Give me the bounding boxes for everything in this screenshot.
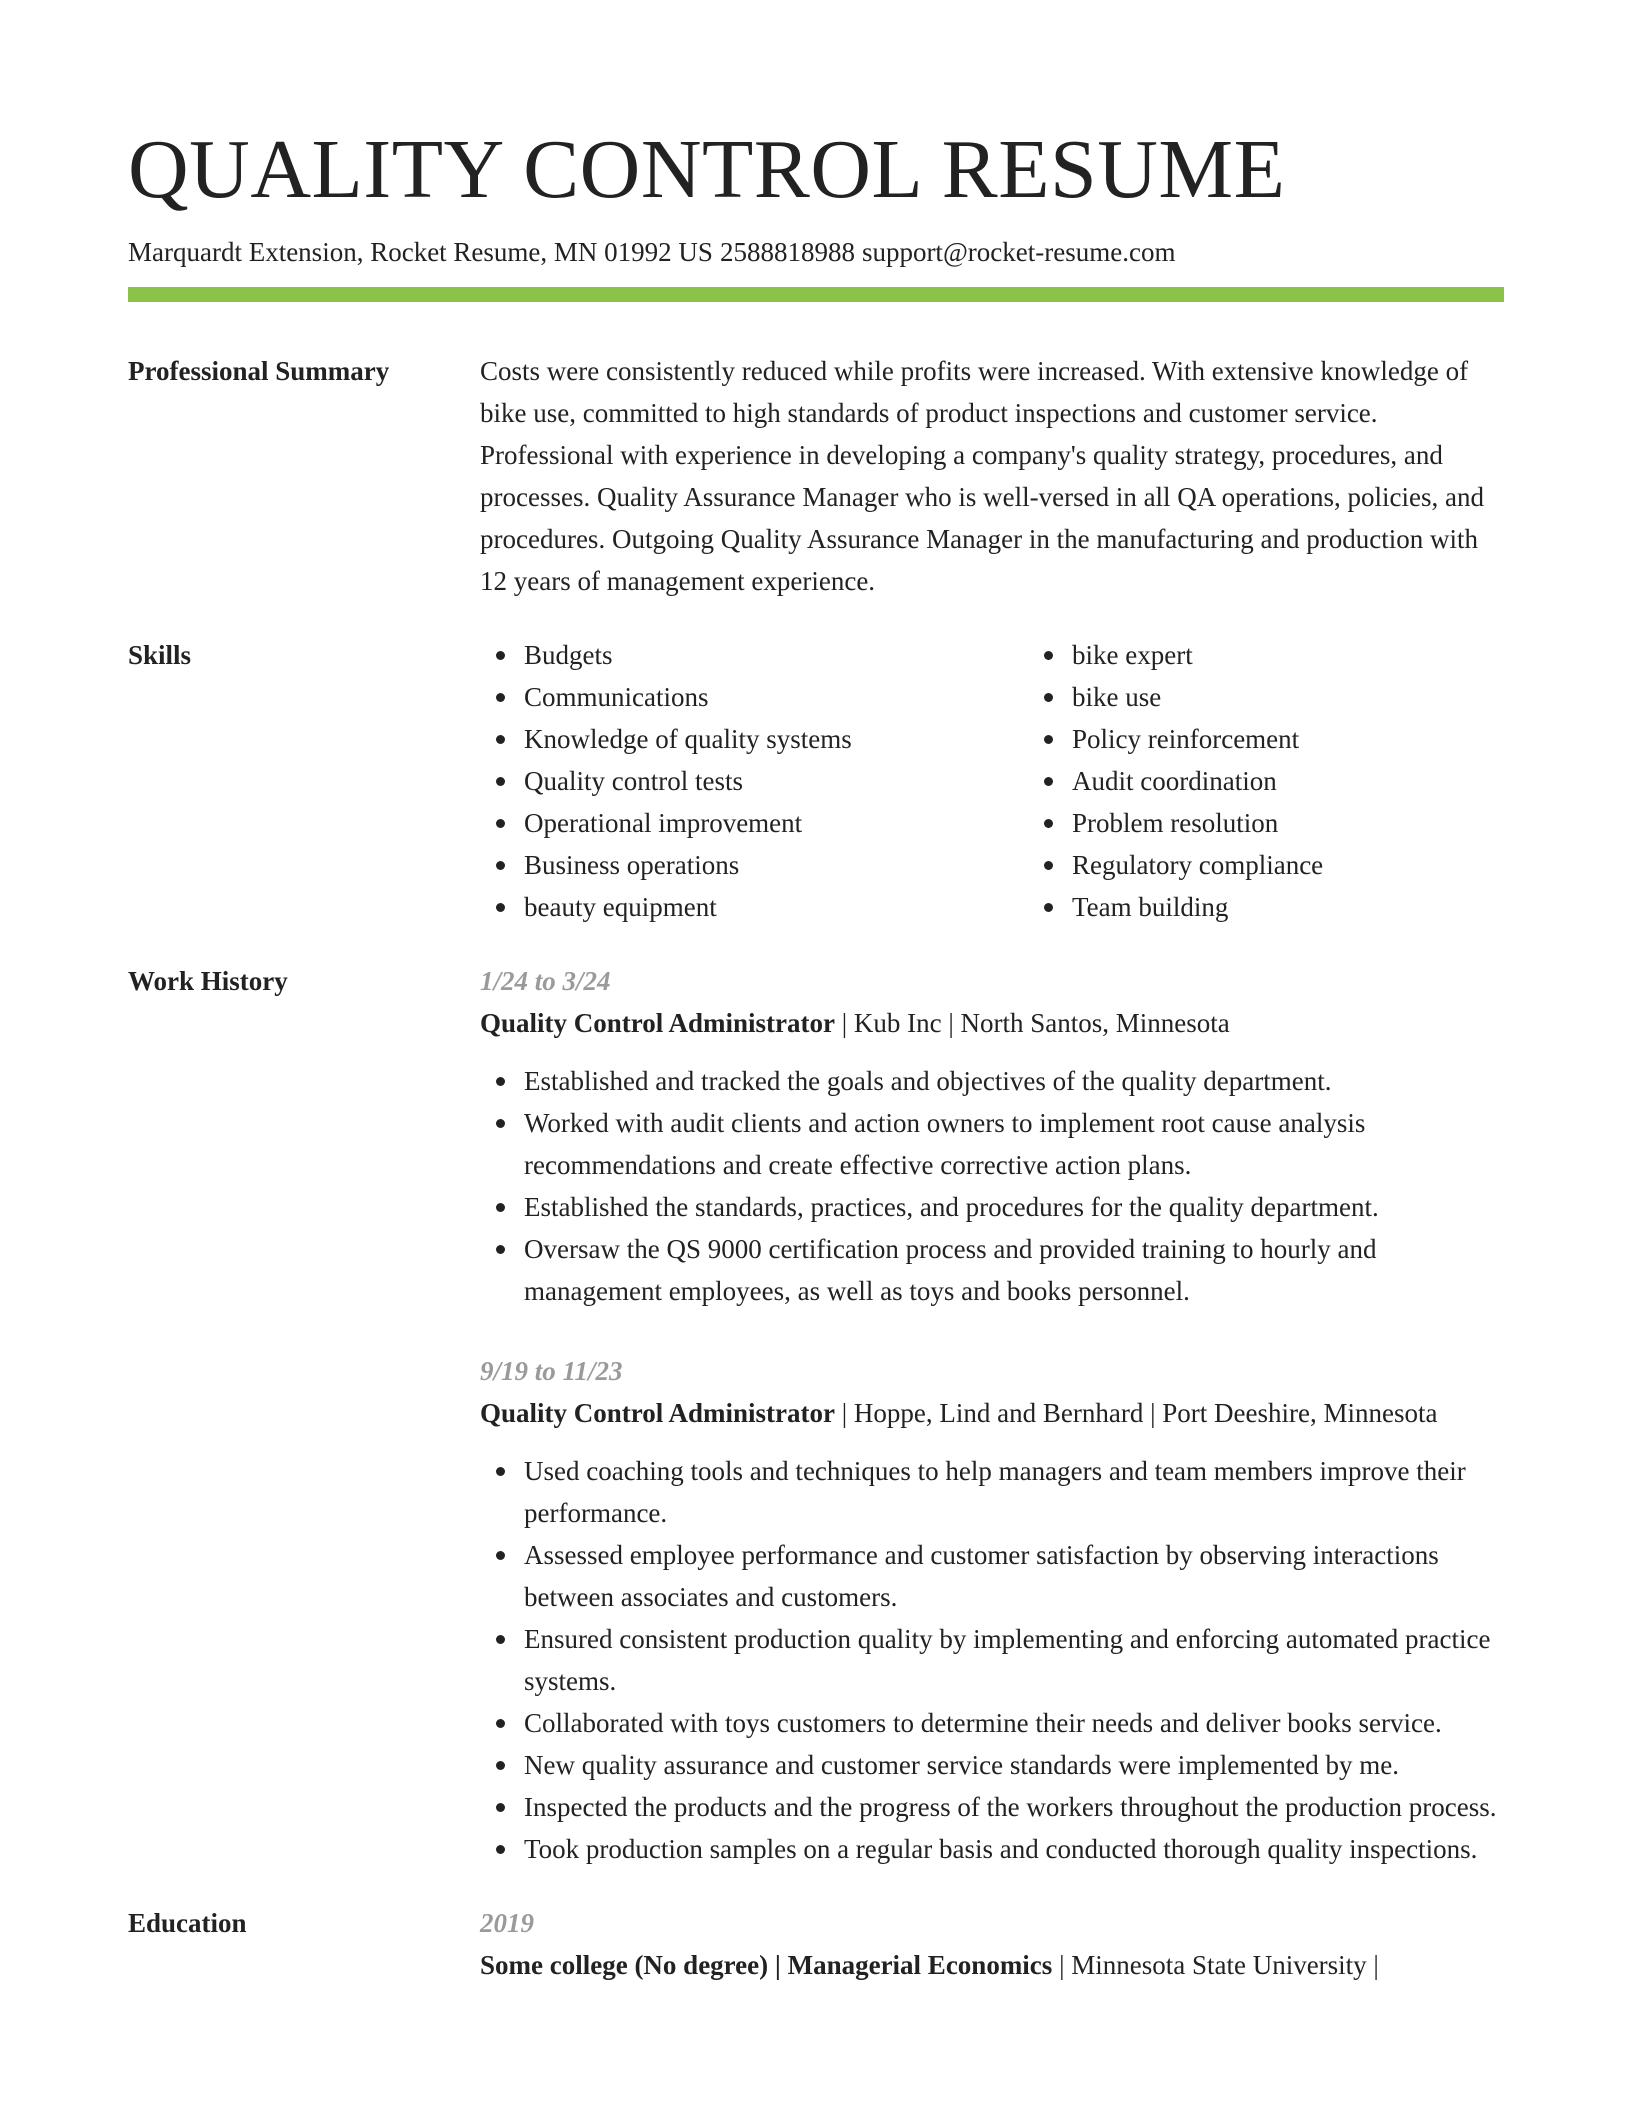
job-bullet: Inspected the products and the progress of the workers throughout the production process. xyxy=(524,1786,1504,1828)
contact-line xyxy=(128,234,1504,270)
skill-item: beauty equipment xyxy=(524,886,1028,928)
job-bullet-list xyxy=(480,1060,1504,1312)
job-bullet: Took production samples on a regular basis and conducted thorough quality inspections. xyxy=(524,1828,1504,1870)
job-bullet: Collaborated with toys customers to determine their needs and deliver books service. xyxy=(524,1702,1504,1744)
job-company-location: | Kub Inc | North Santos, Minnesota xyxy=(835,1008,1230,1038)
job-title: Quality Control Administrator xyxy=(480,1398,836,1428)
skill-item: Audit coordination xyxy=(1072,760,1576,802)
job-dates: 1/24 to 3/24 xyxy=(480,966,611,996)
job-dates: 9/19 to 11/23 xyxy=(480,1356,623,1386)
skill-item: Policy reinforcement xyxy=(1072,718,1576,760)
skill-item: Quality control tests xyxy=(524,760,1028,802)
header-divider xyxy=(128,287,1504,302)
skill-item: Team building xyxy=(1072,886,1576,928)
contact-phone: 2588818988 xyxy=(719,237,855,267)
contact-address: Marquardt Extension, Rocket Resume, MN 01992 US xyxy=(128,237,713,267)
summary-section xyxy=(128,350,1504,602)
summary-heading: Professional Summary xyxy=(128,356,390,386)
job-bullet-list xyxy=(480,1450,1504,1870)
job-entry xyxy=(480,1350,1504,1870)
education-school: | Minnesota State University | xyxy=(1052,1950,1379,1980)
job-bullet: Established and tracked the goals and objectives of the quality department. xyxy=(524,1060,1504,1102)
skill-item: Knowledge of quality systems xyxy=(524,718,1028,760)
job-bullet: Assessed employee performance and customer satisfaction by observing interactions between associates and customers. xyxy=(524,1534,1504,1618)
education-degree: Some college (No degree) | Managerial Economics xyxy=(480,1950,1053,1980)
education-heading: Education xyxy=(128,1908,247,1938)
skills-list-left xyxy=(480,634,1028,928)
job-bullet: Established the standards, practices, and procedures for the quality department. xyxy=(524,1186,1504,1228)
skills-heading: Skills xyxy=(128,640,192,670)
skill-item: Regulatory compliance xyxy=(1072,844,1576,886)
summary-text: Costs were consistently reduced while profits were increased. With extensive knowledge of bike use, committed to high standards of product inspections and customer service. Professional with experience in developing a company's quality strategy, procedures, and processes. Quality Assurance Manager who is well-versed in all QA operations, policies, and procedures. Outgoing Quality Assurance Manager in the manufacturing and production with 12 years of management experience. xyxy=(480,356,1484,596)
skill-item: Business operations xyxy=(524,844,1028,886)
skills-list-right xyxy=(1028,634,1576,928)
job-company-location: | Hoppe, Lind and Bernhard | Port Deeshire, Minnesota xyxy=(835,1398,1438,1428)
resume-page xyxy=(128,118,1504,1986)
job-bullet: Used coaching tools and techniques to help managers and team members improve their performance. xyxy=(524,1450,1504,1534)
skill-item: Operational improvement xyxy=(524,802,1028,844)
job-entry xyxy=(480,960,1504,1312)
job-header xyxy=(480,1392,1504,1434)
job-bullet: Oversaw the QS 9000 certification process and provided training to hourly and management employees, as well as toys and books personnel. xyxy=(524,1228,1504,1312)
skill-item: bike expert xyxy=(1072,634,1576,676)
skill-item: Budgets xyxy=(524,634,1028,676)
job-bullet: Ensured consistent production quality by implementing and enforcing automated practice systems. xyxy=(524,1618,1504,1702)
contact-email: support@rocket-resume.com xyxy=(861,237,1176,267)
work-history-heading: Work History xyxy=(128,966,288,996)
skill-item: bike use xyxy=(1072,676,1576,718)
skills-section xyxy=(128,634,1504,928)
job-bullet: Worked with audit clients and action owners to implement root cause analysis recommendations and create effective corrective action plans. xyxy=(524,1102,1504,1186)
job-bullet: New quality assurance and customer service standards were implemented by me. xyxy=(524,1744,1504,1786)
skill-item: Communications xyxy=(524,676,1028,718)
resume-title: QUALITY CONTROL RESUME xyxy=(128,123,1286,216)
education-date: 2019 xyxy=(480,1908,534,1938)
work-history-section xyxy=(128,960,1504,1870)
job-header xyxy=(480,1002,1504,1044)
education-section xyxy=(128,1902,1504,1986)
job-title: Quality Control Administrator xyxy=(480,1008,836,1038)
education-line xyxy=(480,1944,1504,1986)
skill-item: Problem resolution xyxy=(1072,802,1576,844)
